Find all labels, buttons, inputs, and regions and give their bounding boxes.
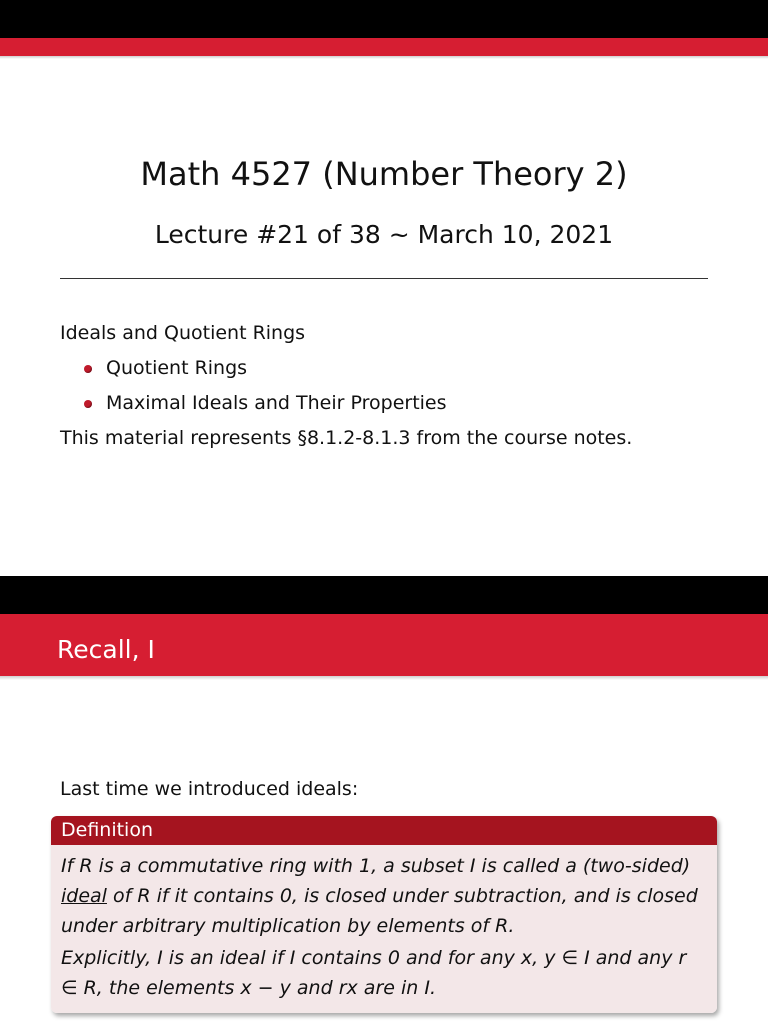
- recall-slide: [0, 576, 768, 1024]
- bullet-icon: [84, 400, 92, 408]
- header-bar-black: [0, 576, 768, 614]
- header-bar-red: [0, 38, 768, 56]
- outline-heading: Ideals and Quotient Rings: [60, 322, 306, 344]
- intro-text: Last time we introduced ideals:: [60, 778, 359, 800]
- outline-item-label: Maximal Ideals and Their Properties: [106, 392, 447, 414]
- minus-sign: −: [257, 977, 274, 999]
- list-item: [60, 351, 720, 386]
- definition-text: If R is a commutative ring with 1, a subset I is called a (two-sided): [61, 855, 691, 877]
- definition-text: y and rx are in I.: [273, 977, 436, 999]
- definition-text: of R if it contains 0, is closed under subtraction, and is closed under arbitrary multiplication by elements of R.: [61, 885, 698, 937]
- definition-body: [51, 845, 717, 1013]
- definition-paragraph: [61, 943, 707, 1003]
- frame-title: Recall, I: [57, 635, 155, 664]
- lecture-outline: [60, 316, 720, 456]
- header-bar-black: [0, 0, 768, 38]
- list-item: [60, 386, 720, 421]
- outline-item-label: Quotient Rings: [106, 357, 248, 379]
- outline-list: [60, 351, 720, 421]
- definition-text: Explicitly, I is an ideal if I contains 0 and for any x, y ∈ I and any r ∈ R, the elements x: [61, 947, 687, 999]
- underlined-term: ideal: [61, 885, 107, 907]
- material-note: This material represents §8.1.2-8.1.3 from the course notes.: [60, 427, 633, 449]
- bullet-icon: [84, 365, 92, 373]
- definition-block: [51, 816, 717, 1013]
- slide-title: Math 4527 (Number Theory 2): [140, 155, 628, 193]
- slide-subtitle: Lecture #21 of 38 ~ March 10, 2021: [154, 220, 614, 249]
- header-shadow: [0, 56, 768, 59]
- definition-paragraph: [61, 851, 707, 941]
- header-shadow: [0, 676, 768, 680]
- title-divider: [60, 278, 708, 279]
- slide-separator: [0, 556, 768, 576]
- definition-title: Definition: [51, 816, 717, 845]
